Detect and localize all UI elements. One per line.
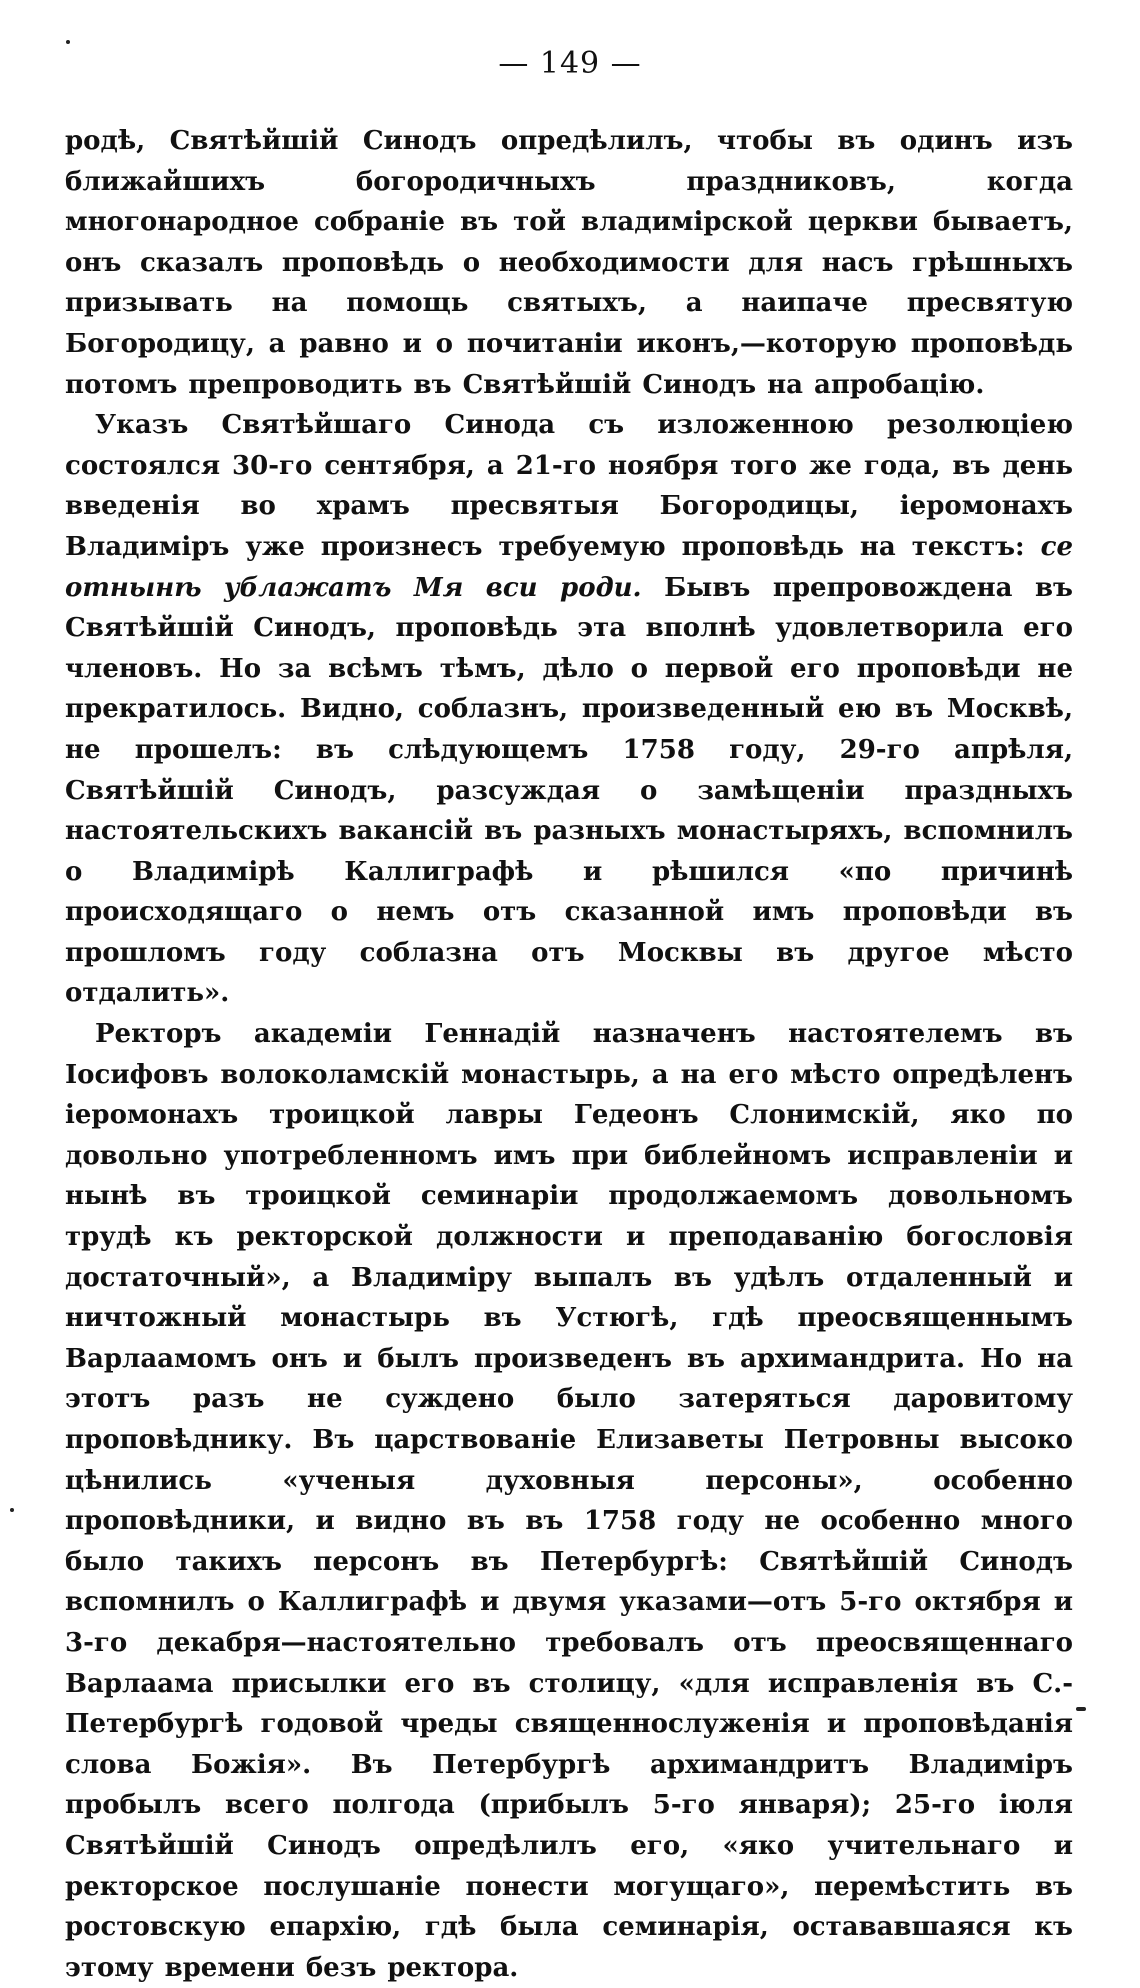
ink-speck [1076, 1707, 1086, 1711]
scripture-quote: се отнынѣ ублажатъ Мя вси роди. [65, 531, 1073, 603]
paragraph: Ректоръ академіи Геннадій назначенъ настоятелемъ въ Іосифовъ волоколамскій монастырь, а на его мѣсто опредѣленъ іеромонахъ троицкой лавры Гедеонъ Слонимскій, яко по довольно употребленномъ имъ при библейномъ исправленіи и нынѣ въ троицкой семинаріи продолжаемомъ довольномъ трудѣ къ ректорской должности и преподаванію богословія достаточный», а Владиміру выпалъ въ удѣлъ отдаленный и ничтожный монастырь въ Устюгѣ, гдѣ преосвященнымъ Варлаамомъ онъ и былъ произведенъ въ архимандрита. Но на этотъ разъ не суждено было затеряться даровитому проповѣднику. Въ царствованіе Елизаветы Петровны высоко цѣнились «ученыя духовныя персоны», особенно проповѣдники, и видно въ въ 1758 году не особенно много было такихъ персонъ въ Петербургѣ: Святѣйшій Синодъ вспомнилъ о Каллиграфѣ и двумя указами—отъ 5-го октября и 3-го декабря—настоятельно требовалъ отъ преосвященнаго Варлаама присылки его въ столицу, «для исправленія въ С.-Петербургѣ годовой чреды священнослуженія и проповѣданія слова Божія». Въ Петербургѣ архимандритъ Владиміръ пробылъ всего полгода (прибылъ 5-го января); 25-го іюля Святѣйшій Синодъ опредѣлилъ его, «яко учительнаго и ректорское послушаніе понести могущаго», перемѣстить въ ростовскую епархію, гдѣ была семинарія, остававшаяся къ этому времени безъ ректора. [65, 1019, 1073, 1983]
paragraph-text: Бывъ препровождена въ Святѣйшій Синодъ, проповѣдь эта вполнѣ удовлетворила его членовъ. Но за всѣмъ тѣмъ, дѣло о первой его проповѣди не прекратилось. Видно, соблазнъ, произведенный ею въ Москвѣ, не прошелъ: въ слѣдующемъ 1758 году, 29-го апрѣля, Святѣйшій Синодъ, разсуждая о замѣщеніи праздныхъ настоятельскихъ вакансій въ разныхъ монастыряхъ, вспомнилъ о Владимірѣ Каллиграфѣ и рѣшился «по причинѣ происходящаго о немъ отъ сказанной имъ проповѣди въ прошломъ году соблазна отъ Москвы въ другое мѣсто отдалить». [65, 572, 1073, 1009]
paragraph [65, 405, 1073, 1014]
page-number: — 149 — [498, 46, 642, 81]
paragraph-text: Указъ Святѣйшаго Синода съ изложенною резолюціею состоялся 30-го сентября, а 21-го ноября того же года, въ день введенія во храмъ пресвятыя Богородицы, іеромонахъ Владиміръ уже произнесъ требуемую проповѣдь на текстъ: [65, 410, 1073, 562]
ink-speck [10, 1508, 14, 1512]
body-text [65, 121, 1073, 1988]
paragraph: родѣ, Святѣйшій Синодъ опредѣлилъ, чтобы въ одинъ изъ ближайшихъ богородичныхъ праздниковъ, когда многонародное собраніе въ той владимірской церкви бываетъ, онъ сказалъ проповѣдь о необходимости для насъ грѣшныхъ призывать на помощь святыхъ, а наипаче пресвятую Богородицу, а равно и о почитаніи иконъ,—которую проповѣдь потомъ препроводить въ Святѣйшій Синодъ на апробацію. [65, 126, 1073, 400]
